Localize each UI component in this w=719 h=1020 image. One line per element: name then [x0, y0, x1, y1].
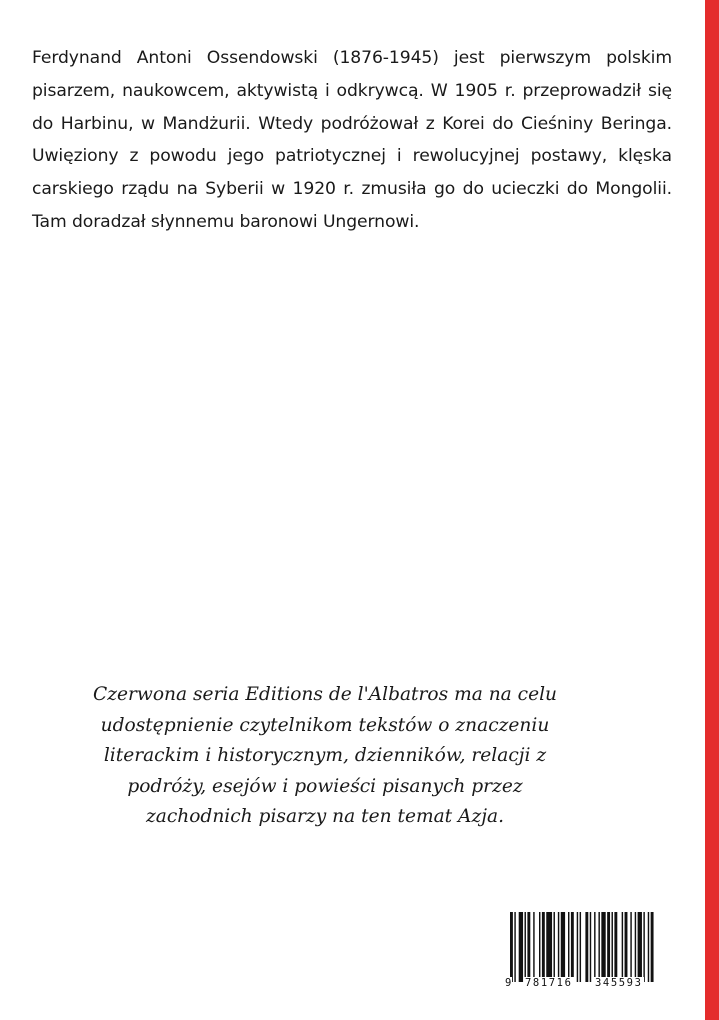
barcode-bar [590, 912, 591, 982]
barcode-bar [577, 912, 578, 982]
series-description-paragraph: Czerwona seria Editions de l'Albatros ma na celu udostępnienie czytelnikom tekstów o znaczeniu literackim i historycznym, dzienników, relacji z podróży, esejów i powieści pisanych przez zachodnich pisarzy na ten temat Azja. [92, 684, 558, 828]
barcode-bar [571, 912, 574, 982]
barcode-bar [651, 912, 654, 982]
barcode-bar [510, 912, 513, 982]
barcode-bar [514, 912, 515, 982]
barcode-bar [635, 912, 636, 982]
barcode-bar [607, 912, 610, 982]
barcode-bar [546, 912, 552, 982]
barcode-bar [561, 912, 565, 982]
barcode-bar [580, 912, 581, 982]
barcode-digits-left: 781716 [525, 977, 573, 989]
barcode-bar [648, 912, 649, 982]
author-bio-paragraph: Ferdynand Antoni Ossendowski (1876-1945) jest pierwszym polskim pisarzem, naukowcem, aktywistą i odkrywcą. W 1905 r. przeprowadził się do Harbinu, w Mandżurii. Wtedy podróżował z Korei do Cieśniny Beringa. Uwięziony z powodu jego patriotycznej i rewolucyjnej postawy, klęska carskiego rządu na Syberii w 1920 r. zmusiła go do ucieczki do Mongolii. Tam doradzał słynnemu baronowi Ungernowi. [32, 48, 672, 232]
isbn-barcode [502, 908, 658, 994]
barcode-digit-first: 9 [505, 977, 512, 989]
barcode-bar [527, 912, 530, 982]
red-side-stripe [705, 0, 719, 1020]
barcode-bar [601, 912, 605, 982]
barcode-bar [598, 912, 599, 982]
barcode-bar [622, 912, 623, 982]
barcode-bar [630, 912, 631, 982]
barcode-bar [625, 912, 628, 982]
barcode-bar [585, 912, 588, 982]
barcode-bar [614, 912, 617, 982]
barcode-bar [568, 912, 569, 982]
barcode-bar [533, 912, 534, 982]
barcode-digits [502, 977, 658, 995]
barcode-bar [638, 912, 642, 982]
barcode-bar [612, 912, 613, 982]
barcode-bar [558, 912, 559, 982]
barcode-bar [519, 912, 523, 982]
barcode-bar [539, 912, 540, 982]
barcode-bar [525, 912, 526, 982]
barcode-bar [643, 912, 644, 982]
barcode-bar [554, 912, 555, 982]
barcode-bar [594, 912, 595, 982]
barcode-bar [542, 912, 545, 982]
barcode-digits-right: 345593 [595, 977, 643, 989]
